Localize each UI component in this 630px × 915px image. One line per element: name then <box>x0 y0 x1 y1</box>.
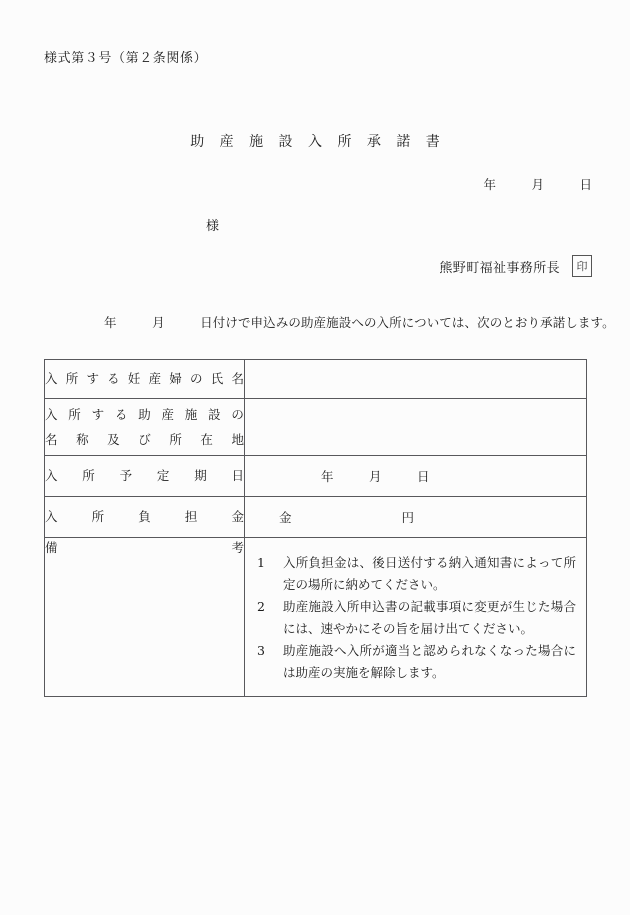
label-chars <box>45 538 244 557</box>
date-day-label: 日 <box>416 469 430 484</box>
note-index: 1 <box>257 555 265 570</box>
document-title: 助 産 施 設 入 所 承 諾 書 <box>190 134 446 150</box>
label-char: 在 <box>200 431 213 447</box>
row-value-pregnant-woman-name[interactable] <box>245 360 587 399</box>
label-chars-line1 <box>45 405 244 424</box>
label-char: 施 <box>184 407 198 423</box>
seal-stamp-icon: 印 <box>572 255 592 277</box>
label-char: 備 <box>45 540 58 555</box>
note-index: 2 <box>257 599 265 614</box>
lead-year-label: 年 <box>104 315 117 330</box>
lead-sentence-text: 日付けで申込みの助産施設への入所については、次のとおり承諾します。 <box>200 315 615 330</box>
label-char: す <box>91 407 105 423</box>
label-char: の <box>190 371 203 387</box>
label-char: 入 <box>45 407 58 423</box>
label-char: 称 <box>76 431 89 447</box>
table-row-facility-name-address <box>45 399 587 456</box>
row-label-pregnant-woman-name <box>45 360 245 399</box>
date-year-label: 年 <box>321 469 334 484</box>
row-value-scheduled-admission-date[interactable] <box>245 456 587 497</box>
date-slots <box>245 467 586 485</box>
admission-form-table <box>44 359 587 697</box>
issue-date-line <box>484 175 592 193</box>
label-char: 入 <box>45 371 58 387</box>
label-chars <box>45 369 244 388</box>
issuer-block <box>439 255 592 277</box>
table-row-admission-fee <box>45 497 587 538</box>
label-char: 入 <box>45 509 58 525</box>
label-two-lines <box>45 405 244 449</box>
label-char: る <box>107 371 120 387</box>
label-chars <box>45 466 244 485</box>
table-row-pregnant-woman-name <box>45 360 587 399</box>
label-char: 入 <box>45 468 58 484</box>
label-char: の <box>231 407 244 423</box>
addressee-honorific: 様 <box>206 219 220 234</box>
label-char: び <box>138 431 151 447</box>
label-char: 金 <box>231 509 244 525</box>
amount-prefix-label: 金 <box>279 510 292 525</box>
issue-date-day-label: 日 <box>579 177 592 192</box>
row-label-remarks <box>45 538 245 697</box>
label-char: 妊 <box>127 371 141 387</box>
label-char: 助 <box>138 407 151 423</box>
label-char: 定 <box>156 468 170 484</box>
label-chars <box>45 507 244 526</box>
label-char: 日 <box>231 468 244 484</box>
row-label-scheduled-admission-date <box>45 456 245 497</box>
amount-unit-label: 円 <box>401 510 415 525</box>
fee-slots <box>245 508 586 526</box>
list-item <box>257 596 576 639</box>
label-char: 設 <box>208 407 221 423</box>
remarks-note-list <box>245 538 586 683</box>
issuer-name: 熊野町福祉事務所長 <box>439 260 560 276</box>
label-char: 負 <box>138 509 151 525</box>
row-label-admission-fee <box>45 497 245 538</box>
issue-date-year-label: 年 <box>483 177 497 192</box>
row-value-admission-fee[interactable] <box>245 497 587 538</box>
label-char: 担 <box>184 509 198 525</box>
list-item <box>257 640 576 683</box>
lead-sentence <box>104 313 615 331</box>
label-char: 予 <box>119 468 133 484</box>
label-char: 名 <box>231 371 244 387</box>
row-value-remarks <box>245 538 587 697</box>
form-number: 様式第３号（第２条関係） <box>44 51 208 66</box>
label-char: 婦 <box>169 371 182 387</box>
label-char: 所 <box>91 509 105 525</box>
issue-date-month-label: 月 <box>531 177 545 192</box>
table-row-scheduled-admission-date <box>45 456 587 497</box>
label-char: 考 <box>231 540 244 555</box>
label-char: す <box>86 371 99 387</box>
label-chars-line2 <box>45 430 244 449</box>
label-char: 地 <box>231 431 244 447</box>
label-char: 産 <box>148 371 162 387</box>
table-row-remarks <box>45 538 587 697</box>
label-char: 氏 <box>210 371 224 387</box>
label-char: 所 <box>169 431 182 447</box>
label-char: 産 <box>161 407 174 423</box>
note-index: 3 <box>257 643 265 658</box>
row-label-facility-name-address <box>45 399 245 456</box>
lead-month-label: 月 <box>152 315 165 330</box>
list-item <box>257 552 576 595</box>
label-char: 所 <box>82 468 95 484</box>
note-text: 助産施設入所申込書の記載事項に変更が生じた場合には、速やかにその旨を届け出てください。 <box>283 599 576 636</box>
label-char: 名 <box>45 431 58 447</box>
label-char: る <box>114 407 128 423</box>
label-char: 所 <box>68 407 81 423</box>
row-value-facility-name-address[interactable] <box>245 399 587 456</box>
label-char: 期 <box>194 468 207 484</box>
note-text: 入所負担金は、後日送付する納入通知書によって所定の場所に納めてください。 <box>283 555 576 592</box>
label-char: 及 <box>107 431 120 447</box>
date-month-label: 月 <box>368 469 382 484</box>
label-char: 所 <box>65 371 79 387</box>
note-text: 助産施設へ入所が適当と認められなくなった場合には助産の実施を解除します。 <box>283 643 576 680</box>
